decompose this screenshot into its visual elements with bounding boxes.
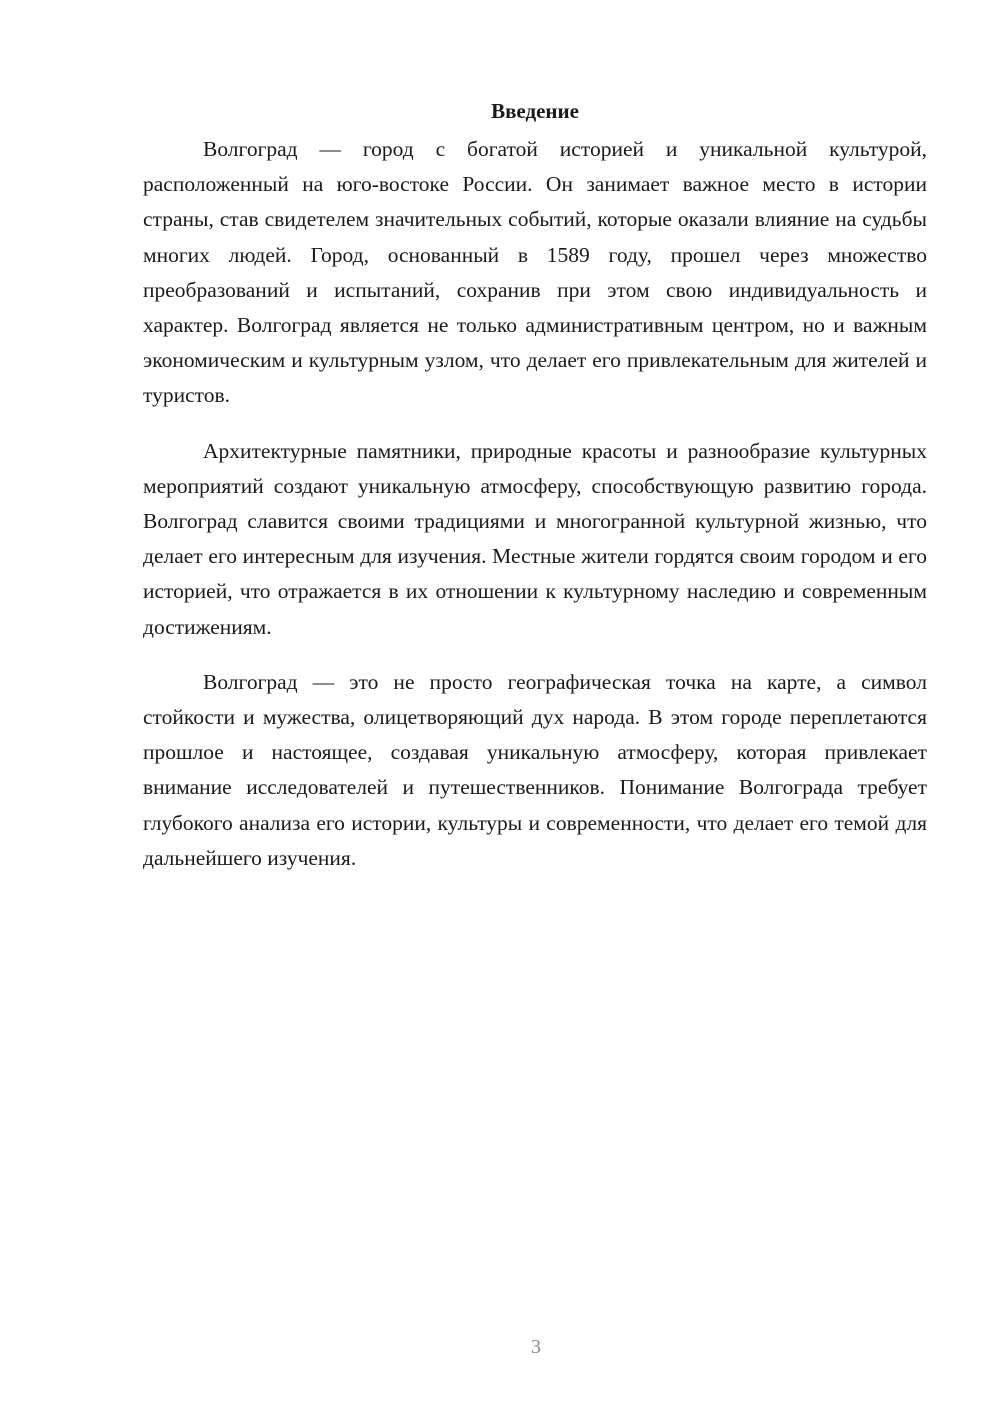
section-heading: Введение bbox=[491, 99, 579, 123]
paragraph-1: Волгоград — город с богатой историей и уникальной культурой, расположенный на юго-востоке России. Он занимает важное место в истории страны, став свидетелем значительных событий, которые оказали влияние на судьбы многих людей. Город, основанный в 1589 году, прошел через множество преобразований и испытаний, сохранив при этом свою индивидуальность и характер. Волгоград является не только административным центром, но и важным экономическим и культурным узлом, что делает его привлекательным для жителей и туристов. bbox=[143, 137, 927, 408]
paragraph-2: Архитектурные памятники, природные красоты и разнообразие культурных мероприятий создают уникальную атмосферу, способствующую развитию города. Волгоград славится своими традициями и многогранной культурной жизнью, что делает его интересным для изучения. Местные жители гордятся своим городом и его историей, что отражается в их отношении к культурному наследию и современным достижениям. bbox=[143, 438, 927, 639]
page-number: 3 bbox=[531, 1336, 541, 1358]
page-content bbox=[143, 96, 927, 896]
paragraph-3: Волгоград — это не просто географическая точка на карте, а символ стойкости и мужества, олицетворяющий дух народа. В этом городе переплетаются прошлое и настоящее, создавая уникальную атмосферу, которая привлекает внимание исследователей и путешественников. Понимание Волгограда требует глубокого анализа его истории, культуры и современности, что делает его темой для дальнейшего изучения. bbox=[143, 669, 927, 870]
